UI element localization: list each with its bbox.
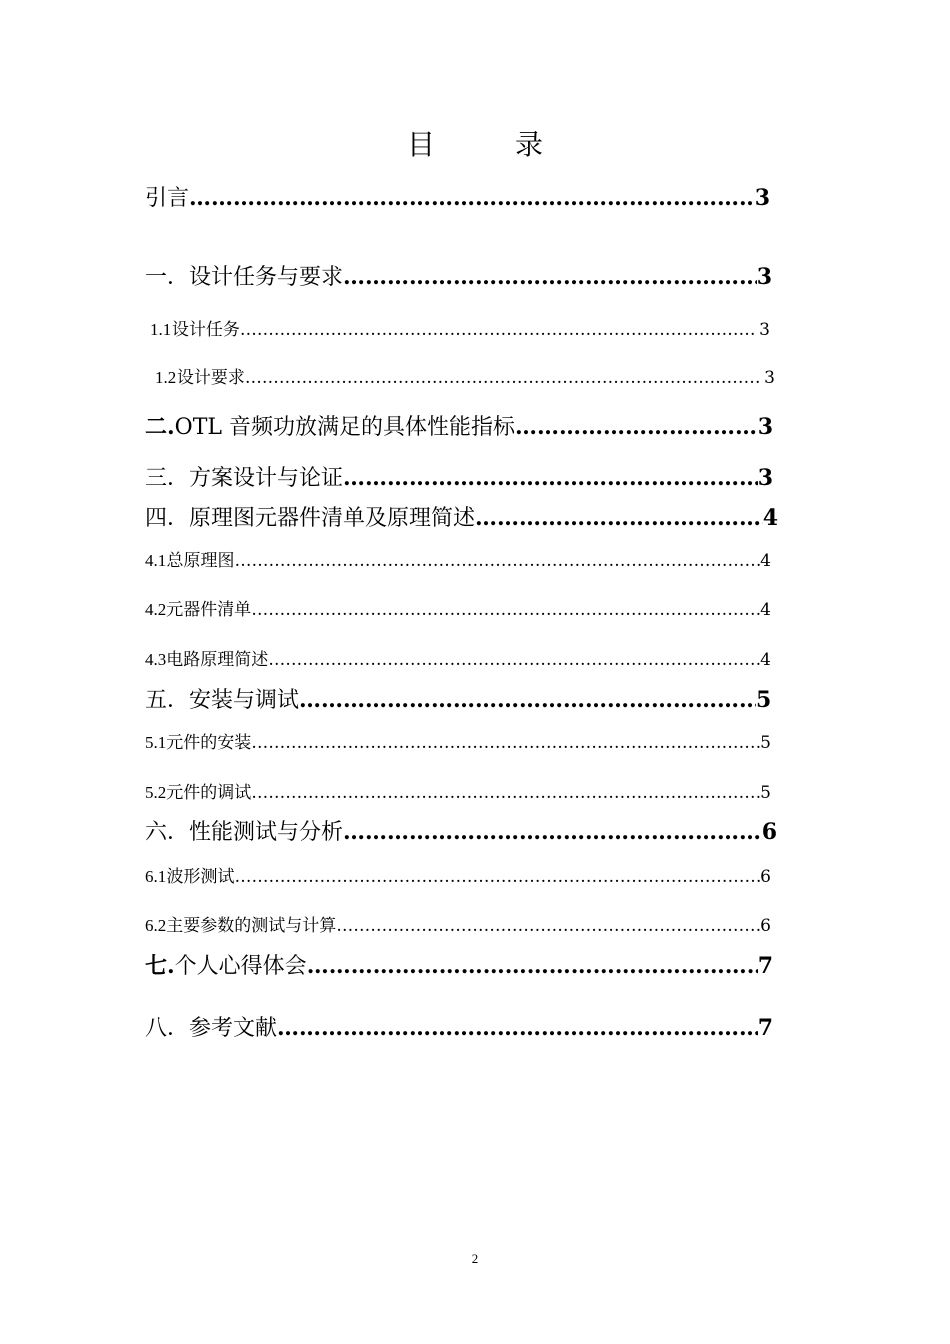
toc-entry-label: OTL 音频功放满足的具体性能指标: [174, 415, 515, 440]
toc-entry-5-2[interactable]: [145, 780, 771, 806]
toc-entry-section-7[interactable]: [145, 950, 773, 982]
toc-entry-number: 五．: [145, 688, 190, 713]
toc-entry-1-1[interactable]: [150, 317, 770, 343]
page-number: 2: [471, 1251, 479, 1266]
toc-leader-dots: [251, 730, 760, 756]
toc-entry-number: 一．: [145, 265, 190, 290]
toc-leader-dots: [240, 317, 755, 343]
toc-entry-page: 3: [759, 320, 770, 340]
toc-entry-page: 3: [757, 414, 773, 440]
toc-leader-dots: [245, 365, 760, 391]
toc-entry-label: 引言: [145, 186, 190, 211]
toc-entry-number: 1.1: [150, 320, 172, 339]
toc-entry-4-2[interactable]: [145, 597, 771, 623]
toc-entry-label: 设计任务与要求: [189, 265, 344, 290]
toc-entry-number: 八．: [145, 1016, 190, 1041]
toc-entry-6-2[interactable]: [145, 913, 771, 939]
toc-entry-page: 5: [760, 733, 771, 753]
toc-leader-dots: [343, 462, 758, 494]
toc-leader-dots: [336, 913, 760, 939]
toc-entry-section-4[interactable]: [145, 502, 778, 534]
toc-leader-dots: [343, 261, 757, 293]
toc-entry-section-1[interactable]: [145, 261, 772, 293]
toc-entry-number: 6.2: [145, 916, 167, 935]
toc-entry-number: 四．: [145, 506, 190, 531]
toc-leader-dots: [277, 1012, 758, 1044]
toc-entry-number: 4.1: [145, 551, 167, 570]
toc-leader-dots: [268, 647, 760, 673]
toc-entry-5-1[interactable]: [145, 730, 771, 756]
toc-leader-dots: [343, 816, 762, 848]
toc-leader-dots: [251, 780, 760, 806]
toc-entry-label: 性能测试与分析: [189, 820, 344, 845]
toc-entry-page: 4: [762, 505, 778, 531]
toc-entry-number: 六．: [145, 820, 190, 845]
toc-entry-page: 7: [757, 953, 773, 979]
toc-entry-label: 元件的调试: [166, 783, 252, 803]
toc-entry-number: 七.: [145, 953, 175, 979]
toc-entry-page: 6: [760, 867, 771, 887]
toc-entry-label: 总原理图: [166, 551, 235, 571]
toc-entry-label: 原理图元器件清单及原理简述: [189, 506, 476, 531]
toc-entry-label: 安装与调试: [189, 688, 300, 713]
toc-entry-number: 三．: [145, 466, 190, 491]
toc-entry-page: 7: [757, 1015, 773, 1041]
toc-entry-label: 电路原理简述: [166, 650, 269, 670]
toc-entry-label: 主要参数的测试与计算: [166, 916, 337, 936]
toc-entry-page: 5: [756, 687, 772, 713]
toc-entry-page: 4: [760, 650, 771, 670]
toc-entry-page: 3: [757, 465, 773, 491]
toc-entry-number: 4.3: [145, 650, 167, 669]
toc-entry-section-8[interactable]: [145, 1012, 773, 1044]
toc-entry-label: 参考文献: [189, 1016, 278, 1041]
toc-entry-page: 3: [756, 264, 772, 290]
toc-entry-number: 4.2: [145, 600, 167, 619]
toc-leader-dots: [475, 502, 763, 534]
toc-leader-dots: [234, 864, 760, 890]
toc-entry-number: 5.2: [145, 783, 167, 802]
toc-entry-label: 设计任务: [171, 320, 240, 340]
toc-entry-4-3[interactable]: [145, 647, 771, 673]
toc-entry-label: 元件的安装: [166, 733, 252, 753]
toc-entry-label: 设计要求: [176, 368, 245, 388]
toc-entry-number: 6.1: [145, 867, 167, 886]
toc-entry-label: 个人心得体会: [174, 954, 307, 979]
toc-leader-dots: [234, 548, 760, 574]
toc-entry-6-1[interactable]: [145, 864, 771, 890]
toc-entry-page: 4: [760, 551, 771, 571]
toc-entry-number: 二.: [145, 414, 175, 440]
toc-entry-page: 4: [760, 600, 771, 620]
toc-entry-page: 6: [761, 819, 777, 845]
toc-leader-dots: [515, 411, 758, 443]
toc-entry-section-5[interactable]: [145, 684, 770, 716]
toc-entry-page: 3: [764, 368, 775, 388]
toc-entry-label: 元器件清单: [166, 600, 252, 620]
toc-entry-label: 波形测试: [166, 867, 235, 887]
toc-entry-4-1[interactable]: [145, 548, 771, 574]
toc-entry-number: 1.2: [155, 368, 177, 387]
toc-leader-dots: [299, 684, 756, 716]
toc-entry-page: 3: [754, 185, 770, 211]
toc-entry-section-2[interactable]: [145, 411, 773, 443]
toc-leader-dots: [189, 182, 755, 214]
page-title: 目 录: [406, 128, 569, 161]
toc-entry-1-2[interactable]: [155, 365, 775, 391]
toc-entry-section-6[interactable]: [145, 816, 777, 848]
toc-entry-section-3[interactable]: [145, 462, 773, 494]
toc-entry-label: 方案设计与论证: [189, 466, 344, 491]
toc-leader-dots: [307, 950, 758, 982]
toc-entry-page: 6: [760, 916, 771, 936]
toc-entry-number: 5.1: [145, 733, 167, 752]
toc-leader-dots: [251, 597, 760, 623]
toc-entry-intro[interactable]: [145, 182, 770, 214]
toc-entry-page: 5: [760, 783, 771, 803]
